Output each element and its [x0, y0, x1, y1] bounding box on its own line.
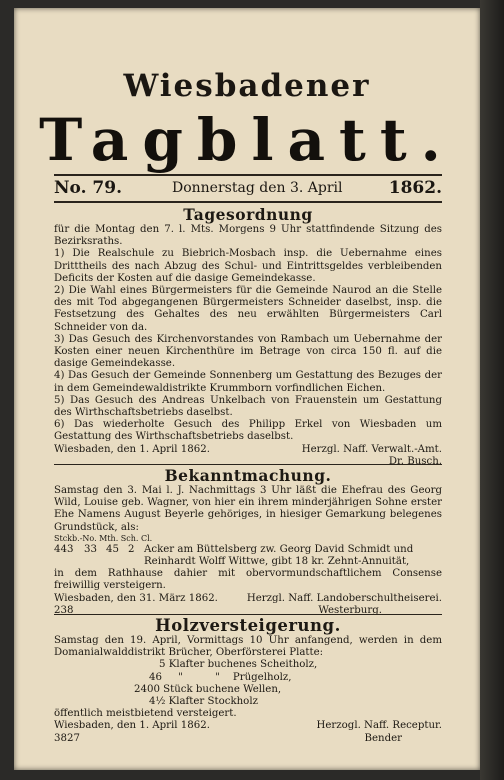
- masthead-subtitle: Wiesbadener: [123, 68, 371, 104]
- agenda-item-4: 4) Das Gesuch der Gemeinde Sonnenberg um Gestattung des Bezuges der in dem Gemeindewaldistrikte Krummborn vorfindlichen Eichen.: [54, 370, 442, 394]
- wood-item-4: 4½ Klafter Stockholz: [149, 696, 258, 708]
- bekanntmachung-title: Bekanntmachung.: [164, 466, 332, 485]
- newspaper-page: [14, 8, 480, 770]
- wood-item-3: 2400 Stück buchene Wellen,: [134, 683, 282, 695]
- agenda-item-1: 1) Die Realschule zu Biebrich-Mosbach insp. die Uebernahme eines Dritttheils des nach Abzug des Schul- und Eintrittsgeldes verbleibenden Deficits der Kosten auf die dasige Gemeindekasse.: [54, 248, 442, 284]
- holzversteigerung-title: Holzversteigerung.: [155, 616, 341, 635]
- parcel-class: 2: [128, 543, 135, 555]
- parcel-description-2: Reinhardt Wolff Wittwe, gibt 18 kr. Zehnt-Annuität,: [144, 556, 410, 568]
- bekanntmachung-number: 238: [54, 604, 74, 616]
- tagesordnung-signature-line: [54, 444, 442, 456]
- holzversteigerung-authority: Herzogl. Naff. Receptur.: [316, 720, 442, 732]
- wood-item-1: 5 Klafter buchenes Scheitholz,: [159, 659, 318, 671]
- bekanntmachung-authority: Herzgl. Naff. Landoberschultheiserei.: [246, 592, 442, 604]
- holzversteigerung-place-date: Wiesbaden, den 1. April 1862.: [54, 720, 210, 732]
- holzversteigerung-section: [54, 617, 442, 745]
- bekanntmachung-section: [54, 467, 442, 617]
- tagesordnung-intro: für die Montag den 7. l. Mts. Morgens 9 Uhr stattfindende Sitzung des Bezirksraths.: [54, 224, 442, 248]
- agenda-item-6: 6) Das wiederholte Gesuch des Philipp Erkel von Wiesbaden um Gestattung des Wirthschaftsbetriebs daselbst.: [54, 419, 442, 443]
- dateline-rule: [54, 201, 442, 203]
- section-rule-1: [54, 464, 442, 465]
- section-rule-2: [54, 614, 442, 615]
- bekanntmachung-signature-line: [54, 593, 442, 605]
- issue-date: Donnerstag den 3. April: [172, 180, 343, 196]
- tagesordnung-authority: Herzgl. Naff. Verwalt.-Amt.: [301, 443, 442, 455]
- holzversteigerung-number: 3827: [54, 732, 80, 744]
- page-edge-shadow: [480, 0, 504, 780]
- parcel-table-row: [54, 544, 442, 556]
- parcel-feet: 45: [106, 543, 119, 555]
- bekanntmachung-signer: Westerburg.: [318, 604, 382, 616]
- parcel-description-1: Acker am Büttelsberg zw. Georg David Schmidt und: [144, 543, 414, 555]
- tagesordnung-signer: Dr. Busch.: [388, 455, 442, 467]
- top-rule: [54, 174, 442, 176]
- bekanntmachung-place-date: Wiesbaden, den 31. März 1862.: [54, 592, 218, 604]
- holzversteigerung-text-2: öffentlich meistbietend versteigert.: [54, 708, 237, 720]
- agenda-item-2: 2) Die Wahl eines Bürgermeisters für die Gemeinde Naurod an die Stelle des mit Tod abgegangenen Bürgermeisters Schneider daselbst, insp. die Festsetzung des Gehaltes des neu erwählten Bürgermeisters Carl Schneider von da.: [54, 285, 442, 333]
- tagesordnung-title: Tagesordnung: [183, 205, 313, 224]
- bekanntmachung-text: Samstag den 3. Mai l. J. Nachmittags 3 Uhr läßt die Ehefrau des Georg Wild, Louise geb. Wagner, von hier ein ihrem minderjährigen Sohne erster Ehe Namens August Beyerle gehöriges, in hiesiger Gemarkung belegenes Grundstück, als:: [54, 485, 442, 533]
- tagesordnung-section: [54, 206, 442, 468]
- tagesordnung-place-date: Wiesbaden, den 1. April 1862.: [54, 443, 210, 455]
- agenda-item-5: 5) Das Gesuch des Andreas Unkelbach von Frauenstein um Gestattung des Wirthschaftsbetriebs daselbst.: [54, 394, 442, 419]
- holzversteigerung-number-line: [54, 733, 442, 745]
- parcel-rods: 33: [84, 543, 97, 555]
- bekanntmachung-text-2: in dem Rathhause dahier mit obervormundschaftlichem Consense freiwillig versteigern.: [54, 568, 442, 592]
- issue-number: No. 79.: [54, 178, 122, 198]
- parcel-stockbook-no: 443: [54, 543, 74, 555]
- holzversteigerung-signature-line: [54, 720, 442, 732]
- wood-item-2: 46 " " Prügelholz,: [149, 671, 292, 683]
- holzversteigerung-signer: Bender: [364, 732, 402, 744]
- dateline: [54, 178, 442, 200]
- holzversteigerung-text: Samstag den 19. April, Vormittags 10 Uhr anfangend, werden in dem Domanialwalddistrikt Brücher, Oberförsterei Platte:: [54, 635, 442, 659]
- masthead-title: Tagblatt.: [39, 106, 455, 174]
- agenda-item-3: 3) Das Gesuch des Kirchenvorstandes von Rambach um Uebernahme der Kosten einer neuen Kirchenthüre im Betrage von circa 150 fl. auf die dasige Gemeindekasse.: [54, 333, 442, 370]
- issue-year: 1862.: [388, 178, 442, 198]
- parcel-table-header: Stckb.-No. Mth. Sch. Cl.: [54, 533, 153, 543]
